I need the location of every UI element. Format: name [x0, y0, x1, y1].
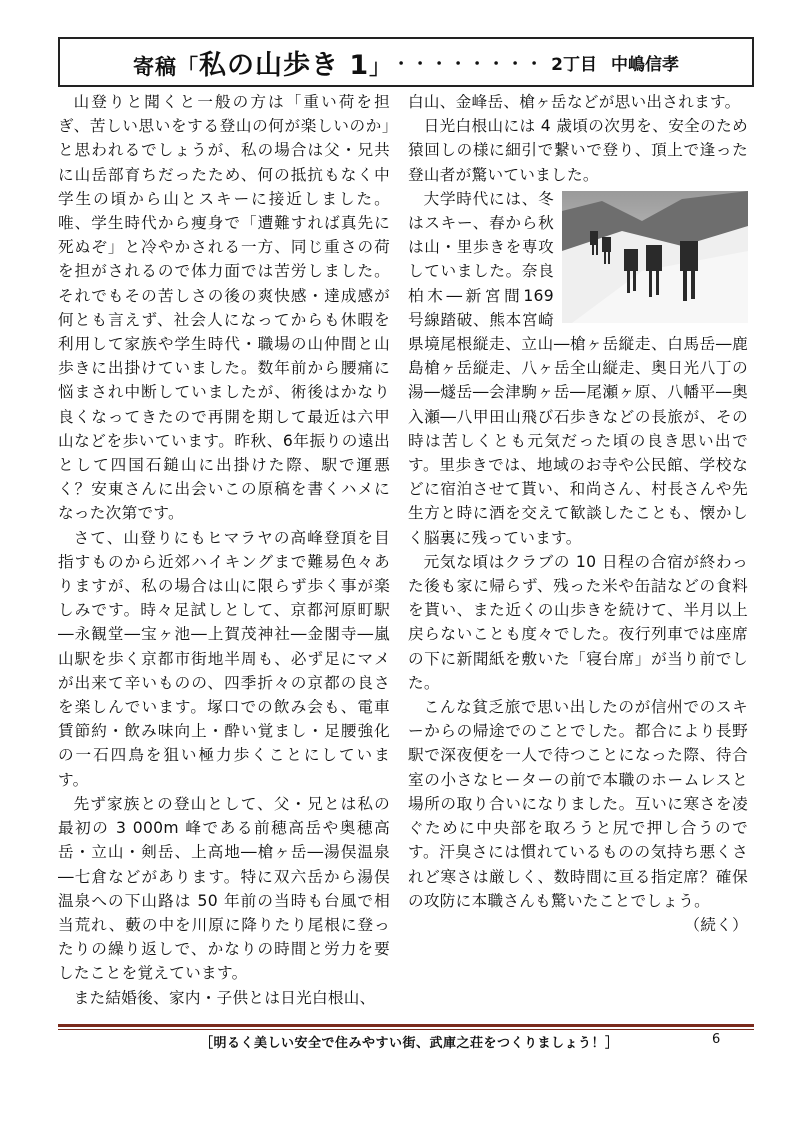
paragraph: 白山、金峰岳、槍ヶ岳などが思い出されます。 [408, 93, 741, 111]
paragraph: こんな貧乏旅で思い出したのが信州でのスキーからの帰途でのことでした。都合により長野駅で深夜便を一人で待つことになった際、待合室の小さなヒーターの前で本職のホームレスと場所の取り合いになりました。互いに寒さを凌ぐために中央部を取ろうと尻で押し合うのです。汗臭さには慣れているものの気持ち悪くされど寒さは厳しく、数時間に亘る指定席？確保の攻防に本職さんも驚いたことでしょう。 [408, 698, 748, 910]
paragraph: 山登りと聞くと一般の方は「重い荷を担ぎ、苦しい思いをする登山の何が楽しいのか」と思われるでしょうが、私の場合は父・兄共に山岳部育ちだったため、何の抵抗もなく中学生の頃から山とスキーに接近しました。唯、学生時代から痩身で「遭難すれば真先に死ぬぞ」と冷やかされる一方、同じ重さの荷を担がされるので体力面では苦労しました。それでもその苦しさの後の爽快感・達成感が何とも言えず、社会人になってからも休暇を利用して家族や学生時代・職場の山仲間と山歩きに出掛けていました。数年前から腰痛に悩まされ中断していましたが、術後はかなり良くなってきたので再開を期して最近は六甲山などを歩いています。昨秋、6年振りの遠出として四国石鎚山に出掛けた際、駅で運悪く？安東さんに出会いこの原稿を書くハメになった次第です。 [58, 93, 390, 523]
paragraph: また結婚後、家内・子供とは日光白根山、 [73, 988, 376, 1007]
title-prefix: 寄稿「 [132, 54, 199, 79]
paragraph: 元気な頃はクラブの 10 日程の合宿が終わった後も家に帰らず、残った米や缶詰などの食料を貰い、また近くの山歩きを続けて、半月以上戻らないことも度々でした。夜行列車では座席の下に新聞紙を敷いた「寝台席」が当り前でした。 [408, 552, 748, 692]
paragraph: 先ず家族との登山として、父・兄とは私の最初の 3 000m 峰である前穂高岳や奥穂高岳・立山・剣岳、上高地―槍ヶ岳―湯俣温泉―七倉などがあります。特に双六岳から湯俣温泉への下山路は 50 年前の当時も台風で相当荒れ、藪の中を川原に降りたり尾根に登ったりの繰り返しで、かなりの時間と労力を要したことを覚えています。 [58, 794, 390, 983]
right-column [408, 90, 748, 937]
article-title [133, 43, 391, 82]
author-district: 2丁目 [551, 54, 598, 75]
title-leader-dots: ・・・・・・・・ [393, 53, 546, 73]
footer-slogan: ［明るく美しい安全で住みやすい街、武庫之荘をつくりましょう！］ [200, 1036, 619, 1051]
left-column [58, 90, 390, 1010]
title-suffix: 」 [369, 54, 392, 79]
paragraph: 大学時代には、冬はスキー、春から秋は山・里歩きを専攻していました。奈良柏木―新宮間169 号線踏破、熊本宮崎県境尾根縦走、立山―槍ヶ岳縦走、白馬岳―鹿島槍ヶ岳縦走、八ヶ岳全山縦走、奥日光八丁の湯―燧岳―会津駒ヶ岳―尾瀬ヶ原、八幡平―奥入瀬―八甲田山飛び石歩きなどの長旅が、その時は苦しくとも元気だった頃の良き思い出です。里歩きでは、地域のお寺や公民館、学校などに宿泊させて貰い、和尚さん、村長さんや先生方と時に酒を交えて歓談したことも、懐かしく脳裏に残っています。 [408, 189, 749, 547]
article-title-box [58, 37, 754, 87]
title-text: 私の山歩き 1 [198, 49, 370, 81]
photo-image [562, 191, 748, 323]
author-name: 中嶋信孝 [611, 54, 680, 75]
paragraph: 日光白根山には 4 歳頃の次男を、安全のため猿回しの様に細引で繋いで登り、頂上で逢った登山者が驚いていました。 [408, 117, 748, 184]
mountaineers-snow-photo [562, 191, 748, 323]
footer-divider-thin [58, 1029, 754, 1030]
continued-note: （続く） [684, 915, 748, 934]
footer-divider [58, 1024, 754, 1027]
paragraph: さて、山登りにもヒマラヤの高峰登頂を目指すものから近郊ハイキングまで難易色々ありますが、私の場合は山に限らず歩く事が楽しみです。時々足試しとして、京都河原町駅―永観堂―宝ヶ池―上賀茂神社―金閣寺―嵐山駅を歩く京都市街地半周も、必ず足にマメが出来て辛いものの、四季折々の京都の良さを楽しんでいます。塚口での飲み会も、電車賃節約・飲み味向上・酔い覚まし・足腰強化の一石四鳥を狙い極力歩くことにしています。 [58, 528, 390, 789]
page-number: 6 [712, 1032, 721, 1047]
